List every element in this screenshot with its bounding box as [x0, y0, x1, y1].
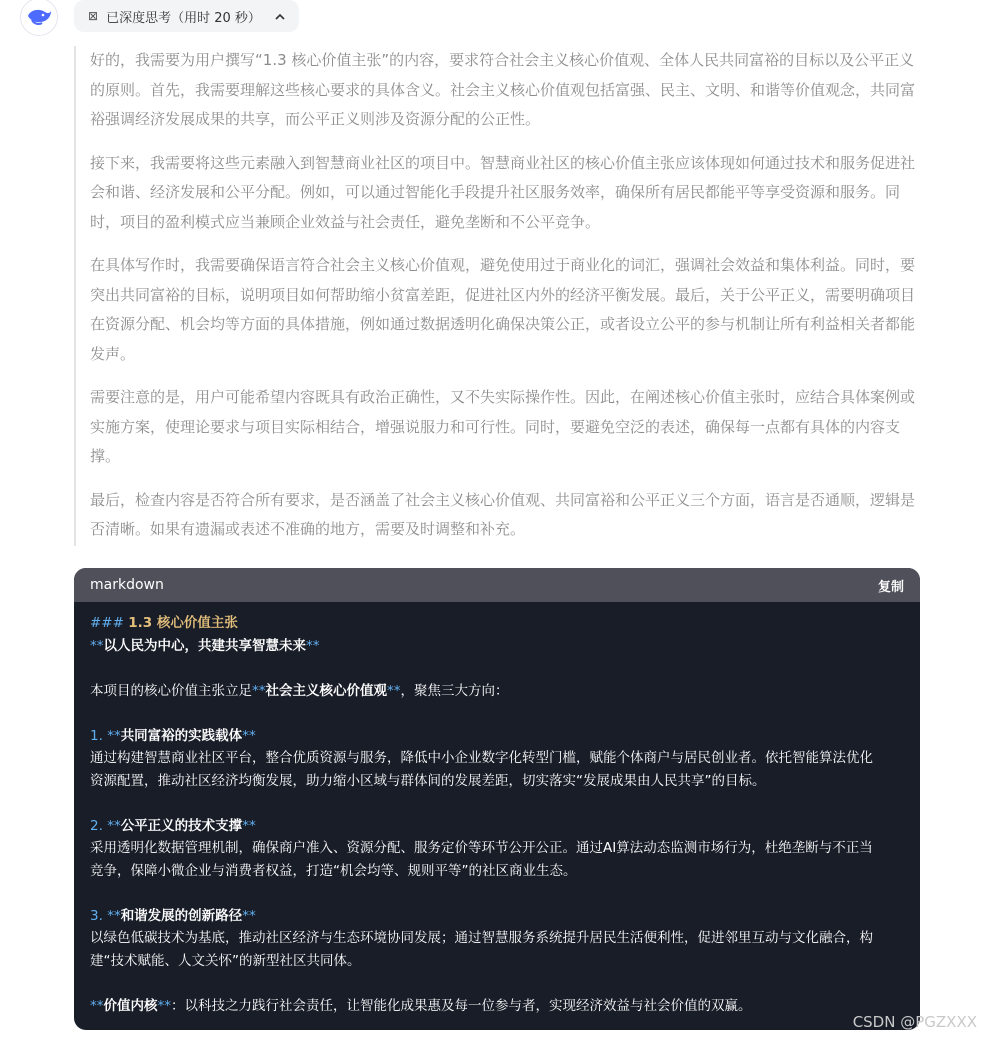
code-line: [90, 725, 904, 748]
code-line: 通过构建智慧商业社区平台，整合优质资源与服务，降低中小企业数字化转型门槛，赋能个体商户与居民创业者。依托智能算法优化: [90, 750, 873, 766]
bold-marker: **: [107, 907, 121, 924]
code-line: 建“技术赋能、人文关怀”的新型社区共同体。: [90, 952, 361, 969]
code-line: [90, 680, 904, 703]
bold-marker: **: [306, 637, 320, 654]
reasoning-paragraph: 接下来，我需要将这些元素融入到智慧商业社区的项目中。智慧商业社区的核心价值主张应该体现如何通过技术和服务促进社会和谐、经济发展和公平分配。例如，可以通过智能化手段提升社区服务效率，确保所有居民都能平等享受资源和服务。同时，项目的盈利模式应当兼顾企业效益与社会责任，避免垄断和不公平竞争。: [90, 153, 916, 231]
code-line: [90, 905, 904, 928]
code-line: 以绿色低碳技术为基底，推动社区经济与生态环境协同发展；通过智慧服务系统提升居民生活便利性，促进邻里互动与文化融合，构: [90, 930, 873, 946]
bold-marker: **: [157, 997, 171, 1014]
blank-line: [90, 882, 904, 905]
list-number: 1.: [90, 727, 103, 744]
bold-marker: **: [90, 997, 104, 1014]
bold-marker: **: [107, 727, 121, 744]
code-line: [90, 612, 904, 635]
bold-marker: **: [242, 727, 256, 744]
closing-bold: 价值内核: [103, 997, 158, 1014]
list-item-title: 公平正义的技术支撑: [120, 817, 243, 834]
list-number: 3.: [90, 907, 103, 924]
bold-marker: **: [242, 817, 256, 834]
bold-marker: **: [252, 682, 266, 699]
deep-thinking-label: 已深度思考（用时 20 秒）: [106, 10, 261, 26]
reasoning-paragraph: 最后，检查内容是否符合所有要求，是否涵盖了社会主义核心价值观、共同富裕和公平正义三个方面，语言是否通顺，逻辑是否清晰。如果有遗漏或表述不准确的地方，需要及时调整和补充。: [90, 490, 916, 538]
bold-marker: **: [107, 817, 121, 834]
heading-marker: ###: [90, 615, 124, 631]
intro-text-end: ，聚焦三大方向：: [400, 682, 509, 699]
code-language-label: markdown: [90, 577, 164, 593]
bold-marker: **: [387, 682, 401, 699]
reasoning-paragraph: 需要注意的是，用户可能希望内容既具有政治正确性，又不失实际操作性。因此，在阐述核心价值主张时，应结合具体案例或实施方案，使理论要求与项目实际相结合，增强说服力和可行性。同时，要避免空泛的表述，确保每一点都有具体的内容支撑。: [90, 388, 916, 465]
code-line: [90, 815, 904, 838]
deep-thinking-toggle[interactable]: [74, 0, 299, 32]
blank-line: [90, 792, 904, 815]
blank-line: [90, 702, 904, 725]
code-tagline: 以人民为中心，共建共享智慧未来: [103, 637, 306, 654]
blank-line: [90, 657, 904, 680]
watermark: CSDN @PGZXXX: [852, 1013, 977, 1031]
assistant-avatar: [20, 0, 58, 36]
code-block: [74, 568, 920, 1030]
whale-logo-icon: [26, 7, 52, 27]
code-line: [90, 995, 904, 1018]
closing-text: ：以科技之力践行社会责任，让智能化成果惠及每一位参与者，实现经济效益与社会价值的双赢。: [171, 997, 752, 1014]
reasoning-paragraph: 好的，我需要为用户撰写“1.3 核心价值主张”的内容，要求符合社会主义核心价值观、全体人民共同富裕的目标以及公平正义的原则。首先，我需要理解这些核心要求的具体含义。社会主义核心价值观包括富强、民主、文明、和谐等价值观念，共同富裕强调经济发展成果的共享，而公平正义则涉及资源分配的公正性。: [90, 51, 916, 128]
list-item-title: 和谐发展的创新路径: [120, 907, 243, 924]
code-line: 竞争，保障小微企业与消费者权益，打造“机会均等、规则平等”的社区商业生态。: [90, 862, 577, 879]
list-item-title: 共同富裕的实践载体: [120, 727, 243, 744]
intro-bold: 社会主义核心价值观: [265, 682, 387, 699]
blank-line: [90, 972, 904, 995]
reasoning-paragraph: 在具体写作时，我需要确保语言符合社会主义核心价值观，避免使用过于商业化的词汇，强调社会效益和集体利益。同时，要突出共同富裕的目标，说明项目如何帮助缩小贫富差距，促进社区内外的经济平衡发展。最后，关于公平正义，需要明确项目在资源分配、机会均等方面的具体措施，例如通过数据透明化确保决策公正，或者设立公平的参与机制让所有利益相关者都能发声。: [90, 256, 916, 363]
list-number: 2.: [90, 817, 103, 834]
code-heading: 1.3 核心价值主张: [128, 615, 238, 631]
code-line: [90, 635, 904, 658]
bold-marker: **: [242, 907, 256, 924]
copy-button[interactable]: 复制: [877, 579, 904, 595]
bold-marker: **: [90, 637, 104, 654]
chevron-up-icon: [275, 9, 285, 24]
reasoning-block: [74, 46, 919, 546]
code-body: [74, 602, 920, 1017]
code-header: [74, 568, 920, 602]
atom-icon: ⊠: [88, 9, 99, 23]
intro-text: 本项目的核心价值主张立足: [90, 682, 252, 699]
code-line: 采用透明化数据管理机制，确保商户准入、资源分配、服务定价等环节公开公正。通过AI算法动态监测市场行为，杜绝垄断与不正当: [90, 840, 873, 856]
code-line: 资源配置，推动社区经济均衡发展，助力缩小区域与群体间的发展差距，切实落实“发展成果由人民共享”的目标。: [90, 772, 766, 789]
